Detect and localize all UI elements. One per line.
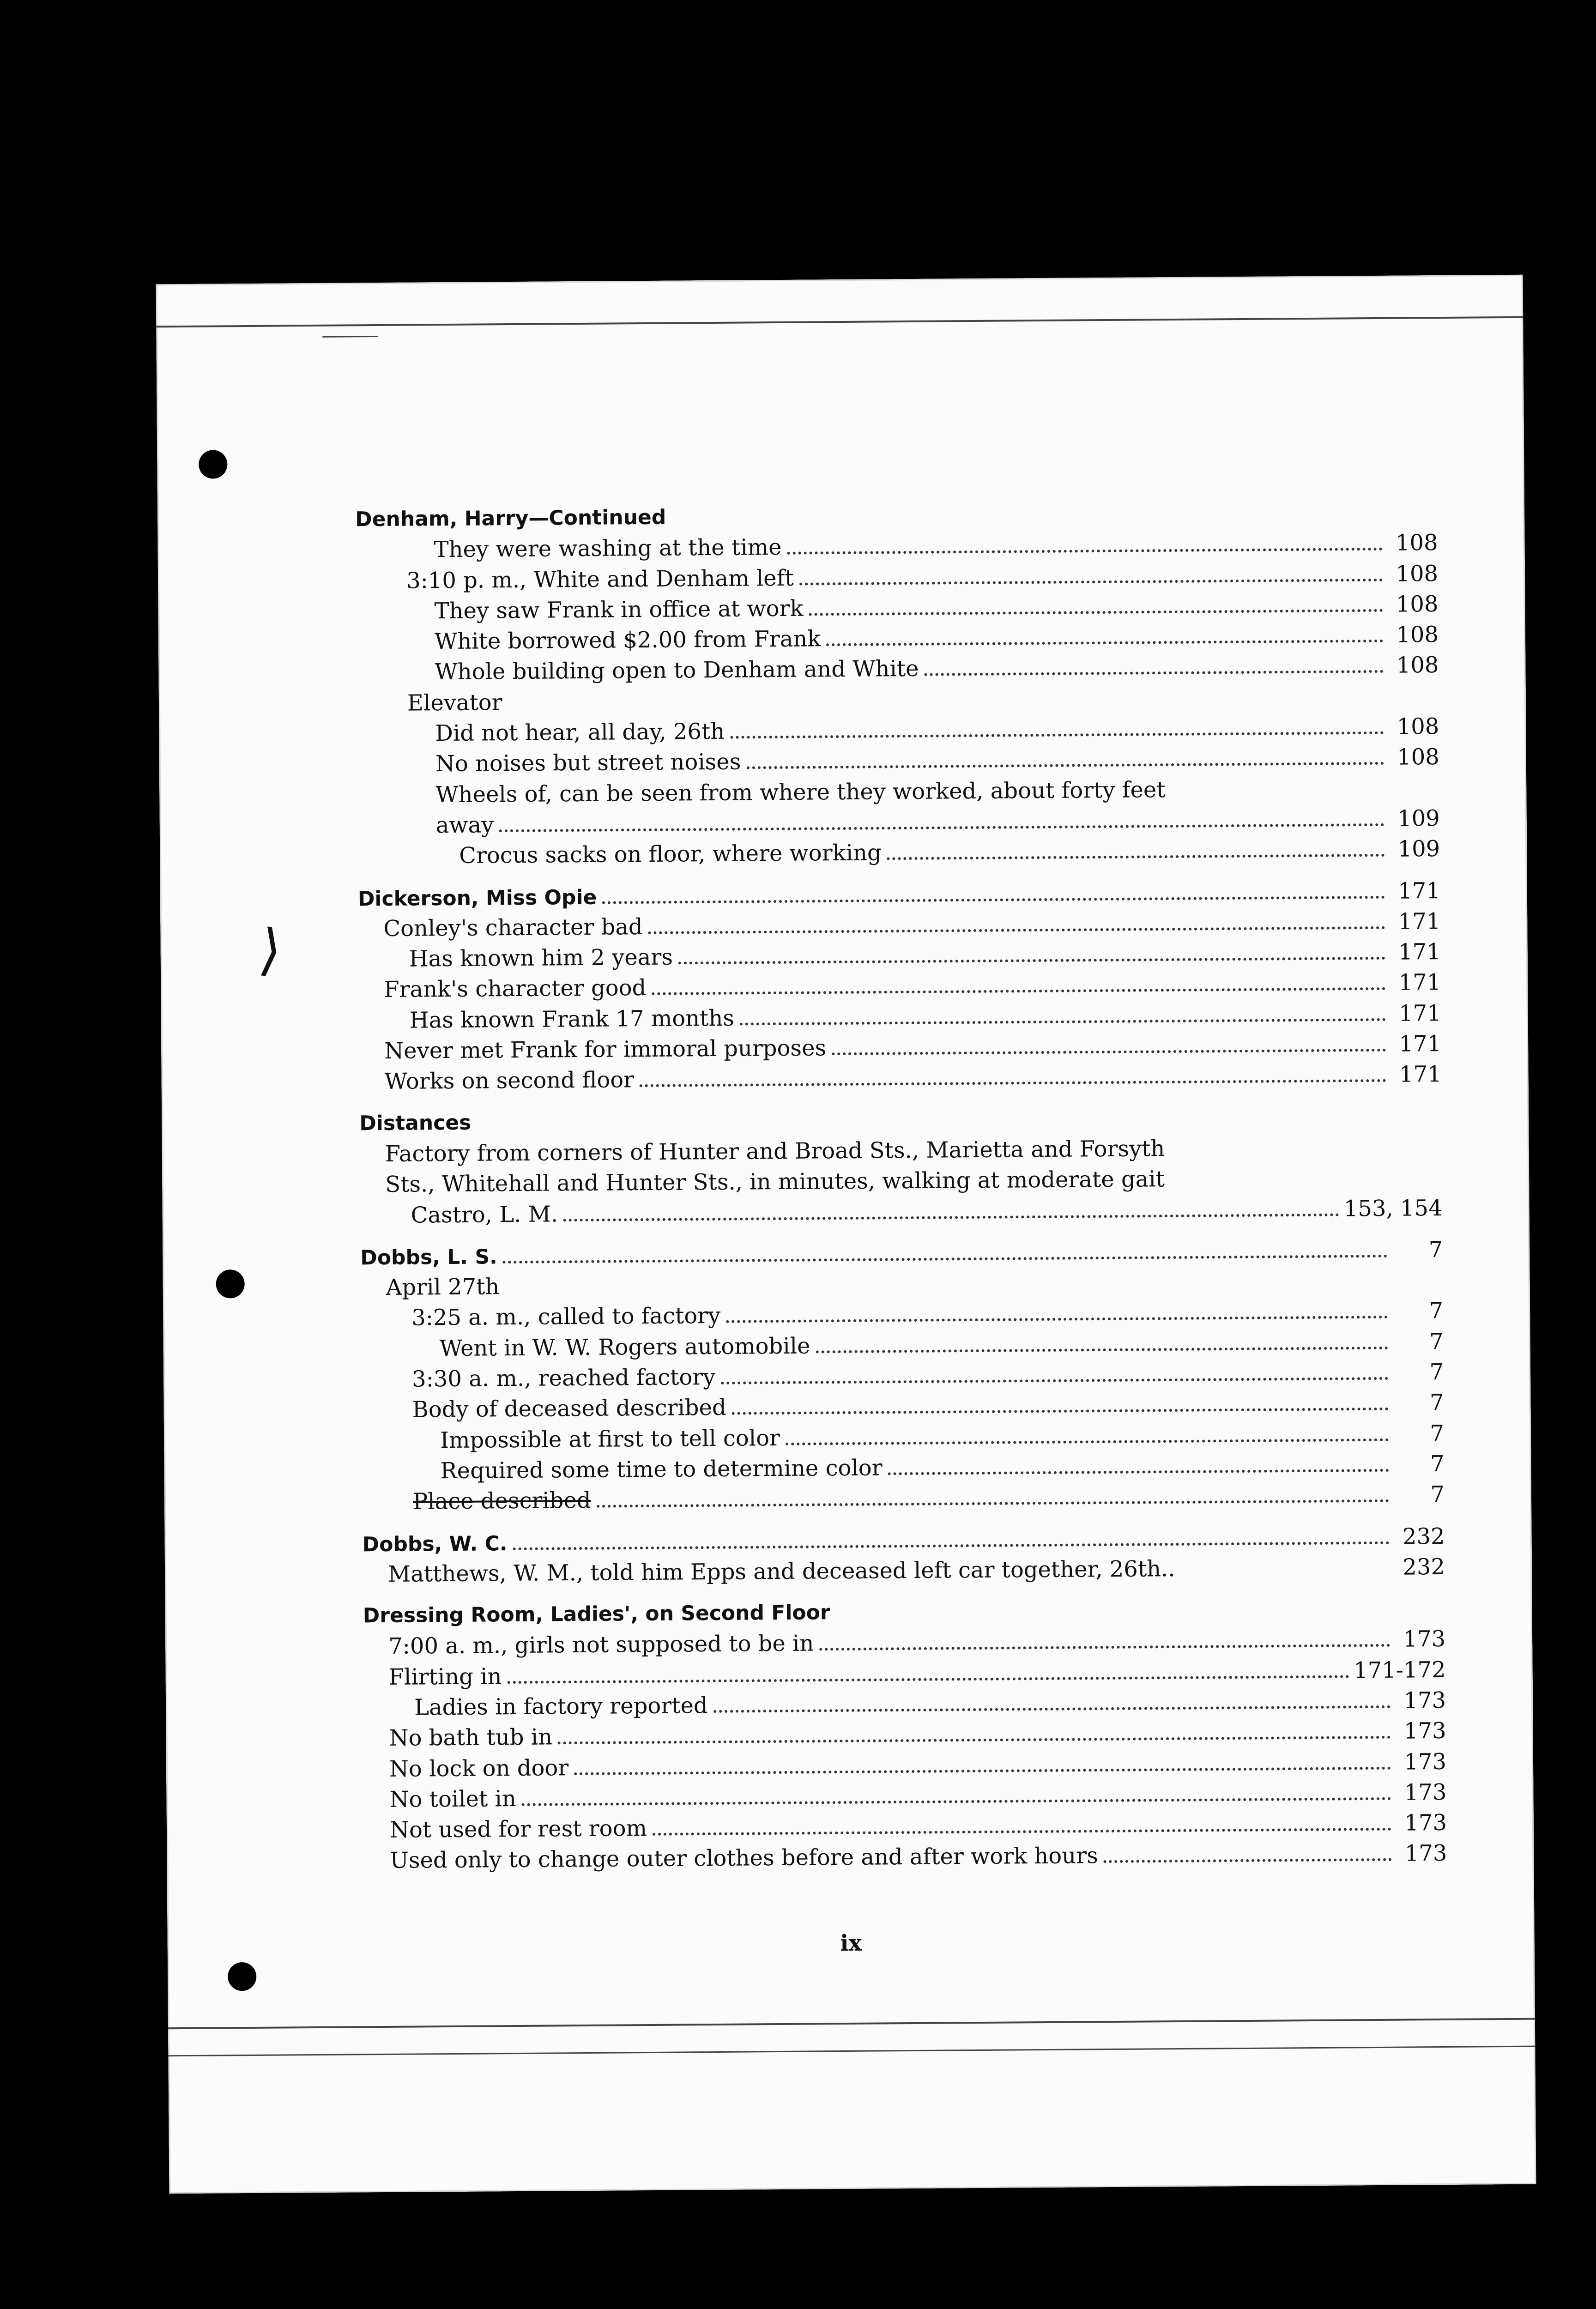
entry-text: Place described: [412, 1487, 591, 1515]
page-reference: 232: [1402, 1523, 1445, 1550]
dot-leader: [786, 1438, 1389, 1445]
entry-text: Wheels of, can be seen from where they worked, about forty feet: [435, 776, 1166, 808]
entry-text: No bath tub in: [389, 1724, 553, 1752]
dot-leader: [799, 578, 1383, 585]
entry-text: 3:25 a. m., called to factory: [411, 1303, 721, 1331]
entry-text: Crocus sacks on floor, where working: [459, 840, 882, 869]
entry-text: No toilet in: [389, 1785, 516, 1813]
dot-leader: [1104, 1858, 1392, 1863]
entry-text: April 27th: [386, 1274, 500, 1301]
entry-text: Denham, Harry—Continued: [355, 505, 666, 532]
dot-leader: [563, 1213, 1339, 1221]
top-rule: [156, 316, 1523, 328]
entry-text: Has known him 2 years: [409, 944, 673, 972]
page-reference: 108: [1396, 652, 1439, 679]
page-reference: 108: [1396, 713, 1439, 740]
dot-leader: [730, 731, 1384, 739]
dot-leader: [678, 957, 1385, 965]
dot-leader: [648, 926, 1385, 934]
page-reference: 171: [1398, 969, 1441, 996]
dot-leader: [887, 854, 1385, 860]
dot-leader: [787, 548, 1383, 555]
page-reference: 108: [1396, 591, 1439, 617]
page-reference: 173: [1403, 1687, 1446, 1714]
page-reference: 171: [1398, 1000, 1441, 1027]
entry-text: away: [435, 812, 494, 839]
bottom-rule: [168, 2018, 1535, 2030]
page-number: ix: [840, 1930, 862, 1957]
entry-text: Whole building open to Denham and White: [435, 656, 919, 685]
dot-leader: [732, 1408, 1389, 1415]
handwritten-bracket-mark: ⟩: [255, 917, 286, 984]
entry-text: Did not hear, all day, 26th: [435, 718, 725, 747]
page-reference: 7: [1430, 1420, 1445, 1446]
entry-text: Not used for rest room: [389, 1815, 647, 1844]
dot-leader: [816, 1347, 1388, 1354]
entry-text: White borrowed $2.00 from Frank: [434, 626, 821, 655]
entry-text: Dressing Room, Ladies', on Second Floor: [363, 1601, 830, 1628]
page-reference: 108: [1397, 744, 1440, 771]
page-reference: 108: [1395, 530, 1438, 556]
dot-leader: [503, 1255, 1388, 1263]
page-reference: 173: [1404, 1779, 1447, 1806]
entry-text: Never met Frank for immoral purposes: [384, 1035, 827, 1064]
bottom-rule-2: [168, 2046, 1535, 2057]
binding-hole-bottom: [228, 1962, 256, 1991]
dot-leader: [819, 1644, 1390, 1651]
page-reference: 171: [1399, 1061, 1442, 1088]
page-reference: 173: [1404, 1748, 1447, 1775]
entry-text: Has known Frank 17 months: [409, 1005, 735, 1034]
entry-text: 3:30 a. m., reached factory: [411, 1364, 716, 1392]
page-reference: 232: [1403, 1553, 1445, 1580]
top-rule-short: [322, 336, 378, 338]
document-page: [156, 275, 1536, 2194]
dot-leader: [653, 1828, 1391, 1836]
page-reference: 7: [1429, 1298, 1444, 1324]
entry-text: Ladies in factory reported: [414, 1692, 708, 1721]
entry-text: Factory from corners of Hunter and Broad Sts., Marietta and Forsyth: [385, 1136, 1165, 1167]
dot-leader: [832, 1049, 1386, 1055]
entry-text: Elevator: [407, 689, 502, 716]
dot-leader: [826, 640, 1383, 646]
entry-text: Castro, L. M.: [411, 1201, 558, 1228]
page-reference: 173: [1404, 1810, 1447, 1836]
page-reference: 171: [1398, 908, 1441, 935]
page-reference: 173: [1403, 1626, 1446, 1652]
page-reference: 7: [1429, 1359, 1444, 1385]
entry-text: Dickerson, Miss Opie: [357, 885, 597, 911]
entry-text: Went in W. W. Rogers automobile: [439, 1333, 810, 1361]
dot-leader: [925, 670, 1384, 676]
entry-text: Required some time to determine color: [440, 1455, 883, 1484]
index-entries: [355, 497, 1447, 1876]
binding-hole-top: [199, 450, 227, 478]
entry-text: Dobbs, W. C.: [362, 1531, 508, 1556]
dot-leader: [499, 823, 1384, 832]
page-reference: 108: [1396, 622, 1439, 648]
dot-leader: [746, 762, 1384, 769]
entry-text: No lock on door: [389, 1754, 569, 1782]
entry-text: Used only to change outer clothes before and after work hours: [390, 1843, 1098, 1874]
entry-text: Body of deceased described: [412, 1395, 726, 1423]
page-reference: 7: [1429, 1390, 1444, 1416]
entry-text: Sts., Whitehall and Hunter Sts., in minutes, walking at moderate gait: [385, 1166, 1165, 1198]
dot-leader: [652, 987, 1385, 995]
entry-text: 7:00 a. m., girls not supposed to be in: [388, 1630, 814, 1660]
page-reference: 7: [1429, 1328, 1444, 1354]
entry-text: Matthews, W. M., told him Epps and deceased left car together, 26th..: [387, 1555, 1175, 1587]
page-reference: 109: [1397, 836, 1440, 862]
dot-leader: [721, 1377, 1388, 1384]
dot-leader: [513, 1541, 1390, 1550]
dot-leader: [809, 609, 1383, 616]
page-reference: 171: [1398, 877, 1441, 904]
entry-text: Works on second floor: [384, 1067, 635, 1095]
page-reference: 171: [1398, 939, 1441, 965]
page-reference: 153, 154: [1343, 1195, 1443, 1222]
dot-leader: [726, 1316, 1388, 1323]
entry-text: Conley's character bad: [383, 913, 643, 942]
page-reference: 7: [1428, 1236, 1443, 1263]
entry-text: 3:10 p. m., White and Denham left: [406, 565, 794, 594]
dot-leader: [888, 1469, 1389, 1475]
entry-text: Frank's character good: [384, 975, 647, 1003]
dot-leader: [522, 1797, 1391, 1806]
entry-text: No noises but street noises: [435, 749, 741, 777]
page-reference: 171-172: [1353, 1656, 1446, 1684]
dot-leader: [508, 1675, 1349, 1684]
dot-leader: [574, 1766, 1391, 1775]
entry-text: Impossible at first to tell color: [440, 1425, 780, 1453]
entry-text: They were washing at the time: [434, 534, 782, 563]
dot-leader: [602, 895, 1385, 904]
entry-text: Distances: [359, 1111, 472, 1135]
page-reference: 109: [1397, 805, 1440, 832]
dot-leader: [713, 1705, 1390, 1713]
entry-text: Flirting in: [388, 1663, 502, 1690]
page-reference: 173: [1403, 1718, 1446, 1744]
dot-leader: [640, 1079, 1386, 1087]
entry-text: Dobbs, L. S.: [360, 1245, 497, 1270]
page-reference: 173: [1404, 1840, 1447, 1867]
dot-leader: [597, 1499, 1389, 1508]
dot-leader: [558, 1736, 1391, 1745]
page-reference: 7: [1430, 1451, 1445, 1477]
entry-text: They saw Frank in office at work: [434, 595, 804, 624]
dot-leader: [740, 1018, 1386, 1026]
binding-hole-middle: [216, 1269, 245, 1298]
page-reference: 171: [1399, 1031, 1442, 1057]
page-reference: 108: [1396, 560, 1439, 587]
page-reference: 7: [1430, 1481, 1445, 1508]
